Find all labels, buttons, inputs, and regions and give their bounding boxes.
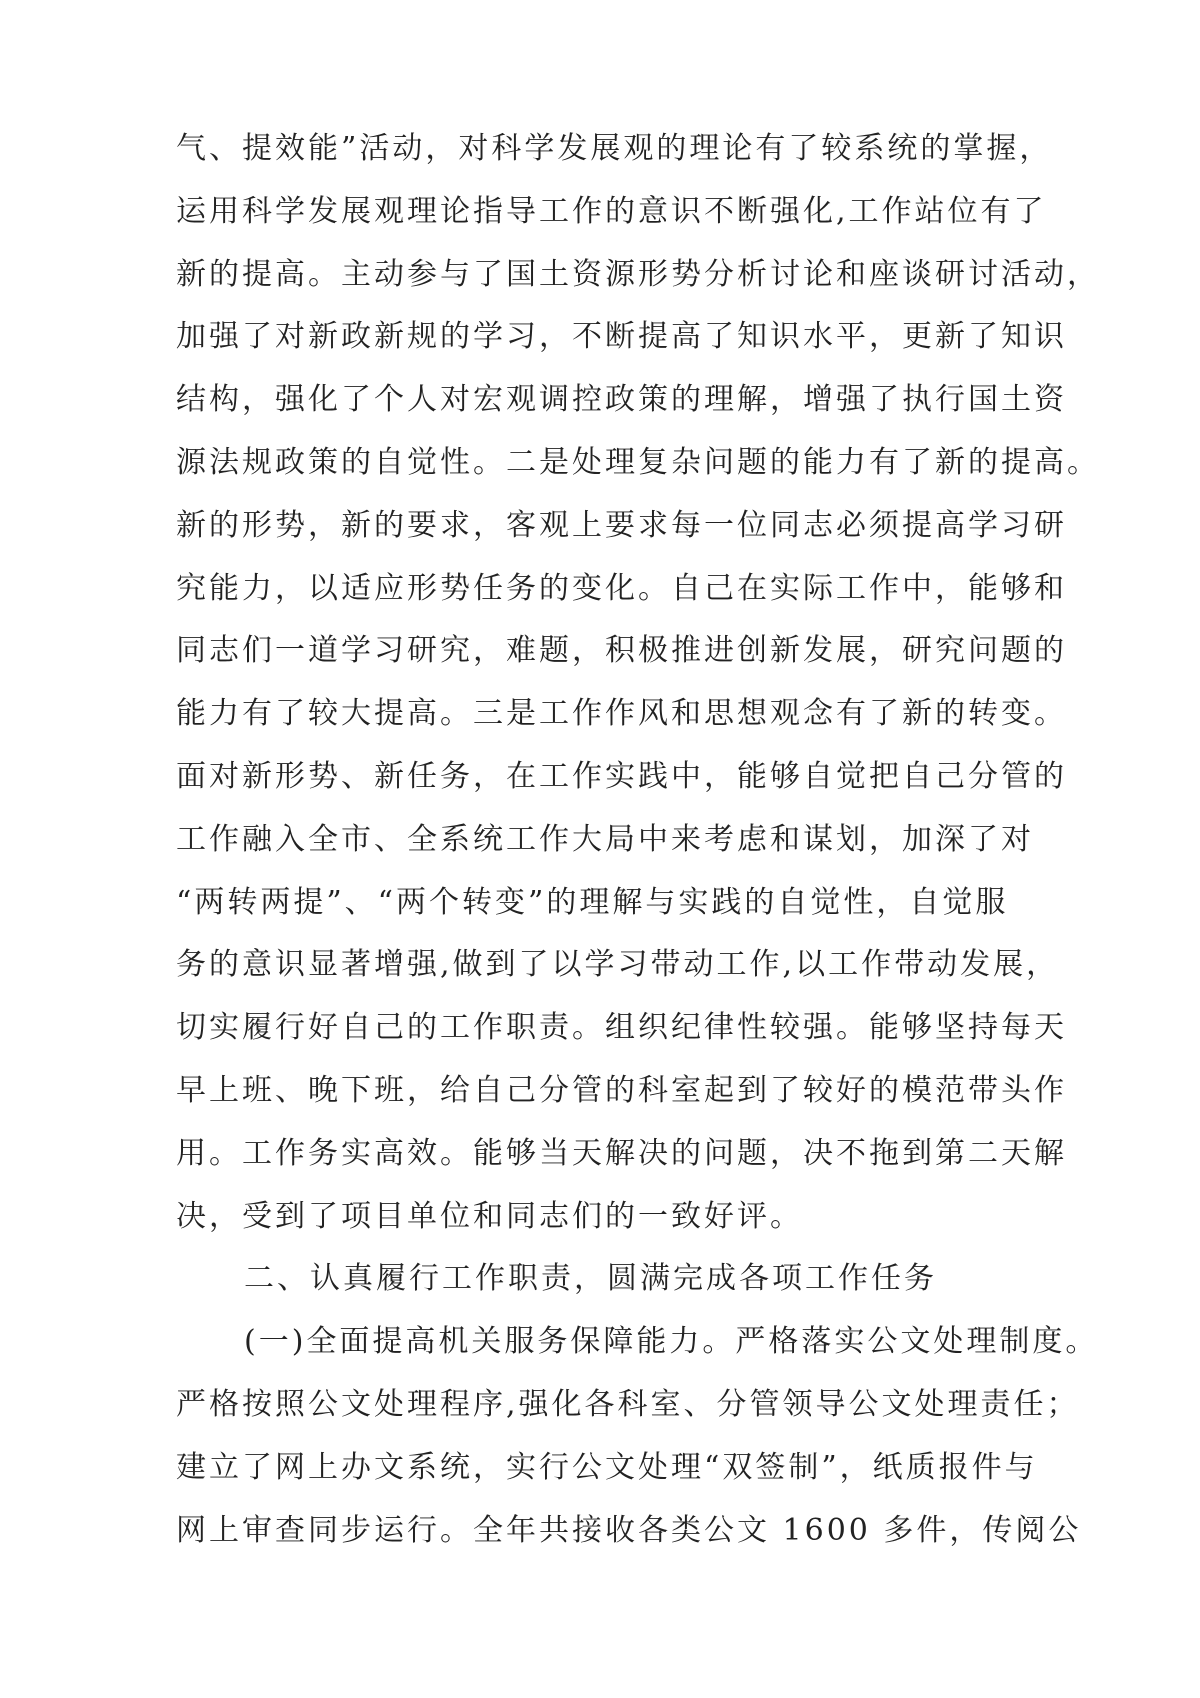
body-text [176,118,1100,1562]
text-line: 同志们一道学习研究，难题，积极推进创新发展，研究问题的 [176,633,1067,669]
text-line: 究能力，以适应形势任务的变化。自己在实际工作中，能够和 [176,570,1067,606]
text-line: 加强了对新政新规的学习，不断提高了知识水平，更新了知识 [176,319,1067,355]
text-line: 运用科学发展观理论指导工作的意识不断强化,工作站位有了 [176,193,1047,229]
text-line: 新的提高。主动参与了国土资源形势分析讨论和座谈研讨活动， [176,256,1100,292]
text-line: 工作融入全市、全系统工作大局中来考虑和谋划，加深了对 [176,821,1034,857]
text-line: 决，受到了项目单位和同志们的一致好评。 [176,1198,803,1234]
text-line: 新的形势，新的要求，客观上要求每一位同志必须提高学习研 [176,507,1067,543]
text-line: 能力有了较大提高。三是工作作风和思想观念有了新的转变。 [176,696,1067,732]
text-line: 用。工作务实高效。能够当天解决的问题，决不拖到第二天解 [176,1135,1067,1171]
text-line: 切实履行好自己的工作职责。组织纪律性较强。能够坚持每天 [176,1010,1067,1046]
text-line: 源法规政策的自觉性。二是处理复杂问题的能力有了新的提高。 [176,444,1100,480]
text-line: 严格按照公文处理程序,强化各科室、分管领导公文处理责任； [176,1386,1080,1422]
text-line: (一)全面提高机关服务保障能力。严格落实公文处理制度。 [244,1324,1099,1360]
text-line: “两转两提”、“两个转变”的理解与实践的自觉性，自觉服 [176,884,1009,920]
text-line: 务的意识显著增强,做到了以学习带动工作,以工作带动发展， [176,947,1060,983]
text-line: 网上审查同步运行。全年共接收各类公文 1600 多件，传阅公 [176,1512,1082,1548]
section-heading: 二、认真履行工作职责，圆满完成各项工作任务 [244,1261,937,1297]
text-line: 早上班、晚下班，给自己分管的科室起到了较好的模范带头作 [176,1072,1067,1108]
text-line: 结构，强化了个人对宏观调控政策的理解，增强了执行国土资 [176,382,1067,418]
text-line: 面对新形势、新任务，在工作实践中，能够自觉把自己分管的 [176,758,1067,794]
text-line: 建立了网上办文系统，实行公文处理“双签制”，纸质报件与 [176,1449,1038,1485]
text-line: 气、提效能”活动，对科学发展观的理论有了较系统的掌握， [176,131,1053,166]
